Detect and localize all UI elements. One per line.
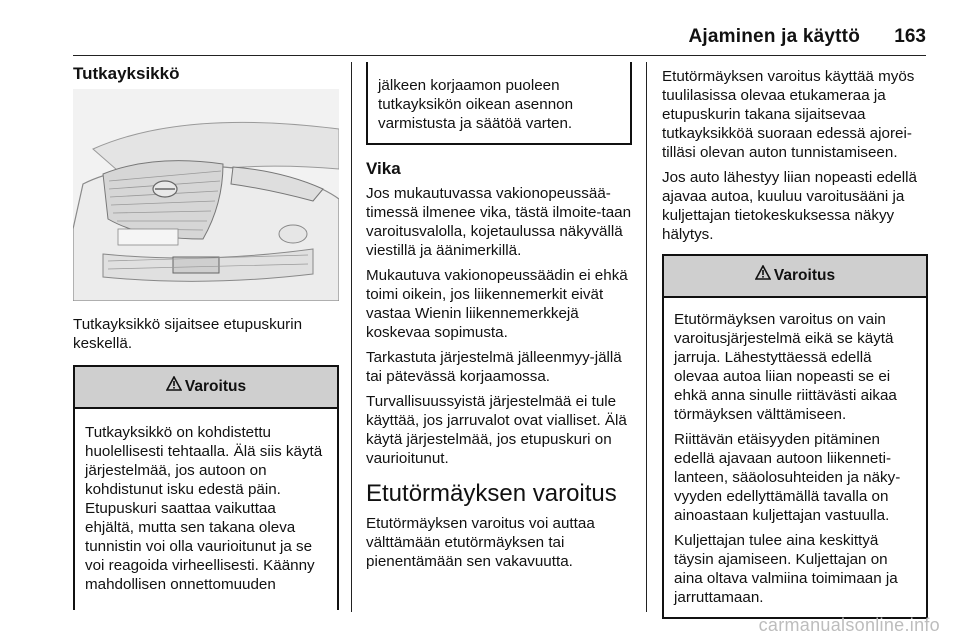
warning-body	[75, 409, 337, 610]
column-divider-1	[351, 62, 352, 612]
section-title-radar: Tutkayksikkö	[73, 64, 180, 83]
watermark-text: carmanualsonline.info	[758, 615, 940, 635]
column-divider-2	[646, 62, 647, 612]
warning-paragraph-1: Etutörmäyksen varoitus on vain varoitusjärjestelmä eikä se käytä jarruja. Lähestyttäessä edellä olevaa autoa liian nopeasti se ei ehkä anna sinulle riittävästi aikaa törmäyksen välttämiseen.	[674, 311, 897, 423]
warning-title: Varoitus	[184, 378, 247, 396]
column-2	[366, 62, 632, 577]
page-number: 163	[894, 26, 926, 47]
warning-paragraph-3: Kuljettajan tulee aina keskittyä täysin ajamiseen. Kuljettajan on aina oltava valmiina toimimaan ja jarruttamaan.	[674, 532, 898, 606]
forward-collision-intro: Etutörmäyksen varoitus voi auttaa välttämään etutörmäyksen tai pienentämään sen vakavuutta.	[366, 515, 595, 570]
car-front-radar-figure	[73, 89, 339, 301]
fault-paragraph-2: Mukautuva vakionopeussäädin ei ehkä toimi oikein, jos liikennemerkit eivät vastaa Wienin liikennemerkkejä koskevaa sopimusta.	[366, 267, 628, 341]
radar-location-caption: Tutkayksikkö sijaitsee etupuskurin keskellä.	[73, 316, 303, 352]
warning-box-fcw	[662, 254, 928, 619]
car-front-illustration	[73, 89, 339, 301]
warning-body	[664, 298, 926, 617]
warning-box-radar	[73, 365, 339, 610]
fault-paragraph-1: Jos mukautuvassa vakionopeussää-timessä ilmenee vika, tästä ilmoite-taan varoitusvalolla, kojetaulussa näkyvällä viestillä ja äänimerkillä.	[366, 185, 632, 259]
fcw-paragraph-1: Etutörmäyksen varoitus käyttää myös tuulilasissa olevaa etukameraa ja etupuskurin takana sijaitsevaa tutkayksikköä suoraan edessä ajorei-tilläsi olevan auton tunnistamiseen.	[662, 68, 915, 161]
warning-box-continued	[366, 62, 632, 145]
page-title: Ajaminen ja käyttö	[688, 26, 860, 47]
section-title-fault: Vika	[366, 159, 401, 178]
header-rule	[73, 55, 926, 56]
warning-box-header	[75, 367, 337, 409]
fcw-paragraph-2: Jos auto lähestyy liian nopeasti edellä ajavaa autoa, kuuluu varoitusääni ja kuljettajan tietokeskuksessa näkyy hälytys.	[662, 169, 917, 243]
warning-title: Varoitus	[773, 267, 836, 285]
warning-box-header	[664, 256, 926, 298]
section-title-forward-collision: Etutörmäyksen varoitus	[366, 480, 617, 507]
column-1	[73, 64, 339, 610]
warning-continued-text: jälkeen korjaamon puoleen tutkayksikön oikean asennon varmistusta ja säätöä varten.	[378, 77, 574, 132]
warning-triangle-icon	[166, 367, 182, 407]
warning-text: Tutkayksikkö on kohdistettu huolellisesti tehtaalla. Älä siis käytä järjestelmää, jos autoon on kohdistunut isku edestä päin. Etupuskuri saattaa vaikuttaa ehjältä, mutta sen takana oleva tunnistin voi olla vaurioitunut ja se voi reagoida virheellisesti. Käänny mahdollisen onnettomuuden	[85, 424, 323, 593]
page-header	[0, 0, 960, 60]
fault-paragraph-4: Turvallisuussyistä järjestelmää ei tule käyttää, jos jarruvalot ovat vialliset. Älä käytä järjestelmää, jos etupuskuri on vaurioitunut.	[366, 393, 627, 467]
warning-triangle-icon	[755, 256, 771, 296]
fault-paragraph-3: Tarkastuta järjestelmä jälleenmyy-jällä tai pätevässä korjaamossa.	[366, 349, 622, 385]
column-3	[662, 67, 928, 619]
warning-paragraph-2: Riittävän etäisyyden pitäminen edellä ajavaan autoon liikenneti-lanteen, sääolosuhteiden ja näky-vyyden edellyttämällä tavalla on ainoastaan kuljettajan vastuulla.	[674, 431, 901, 524]
